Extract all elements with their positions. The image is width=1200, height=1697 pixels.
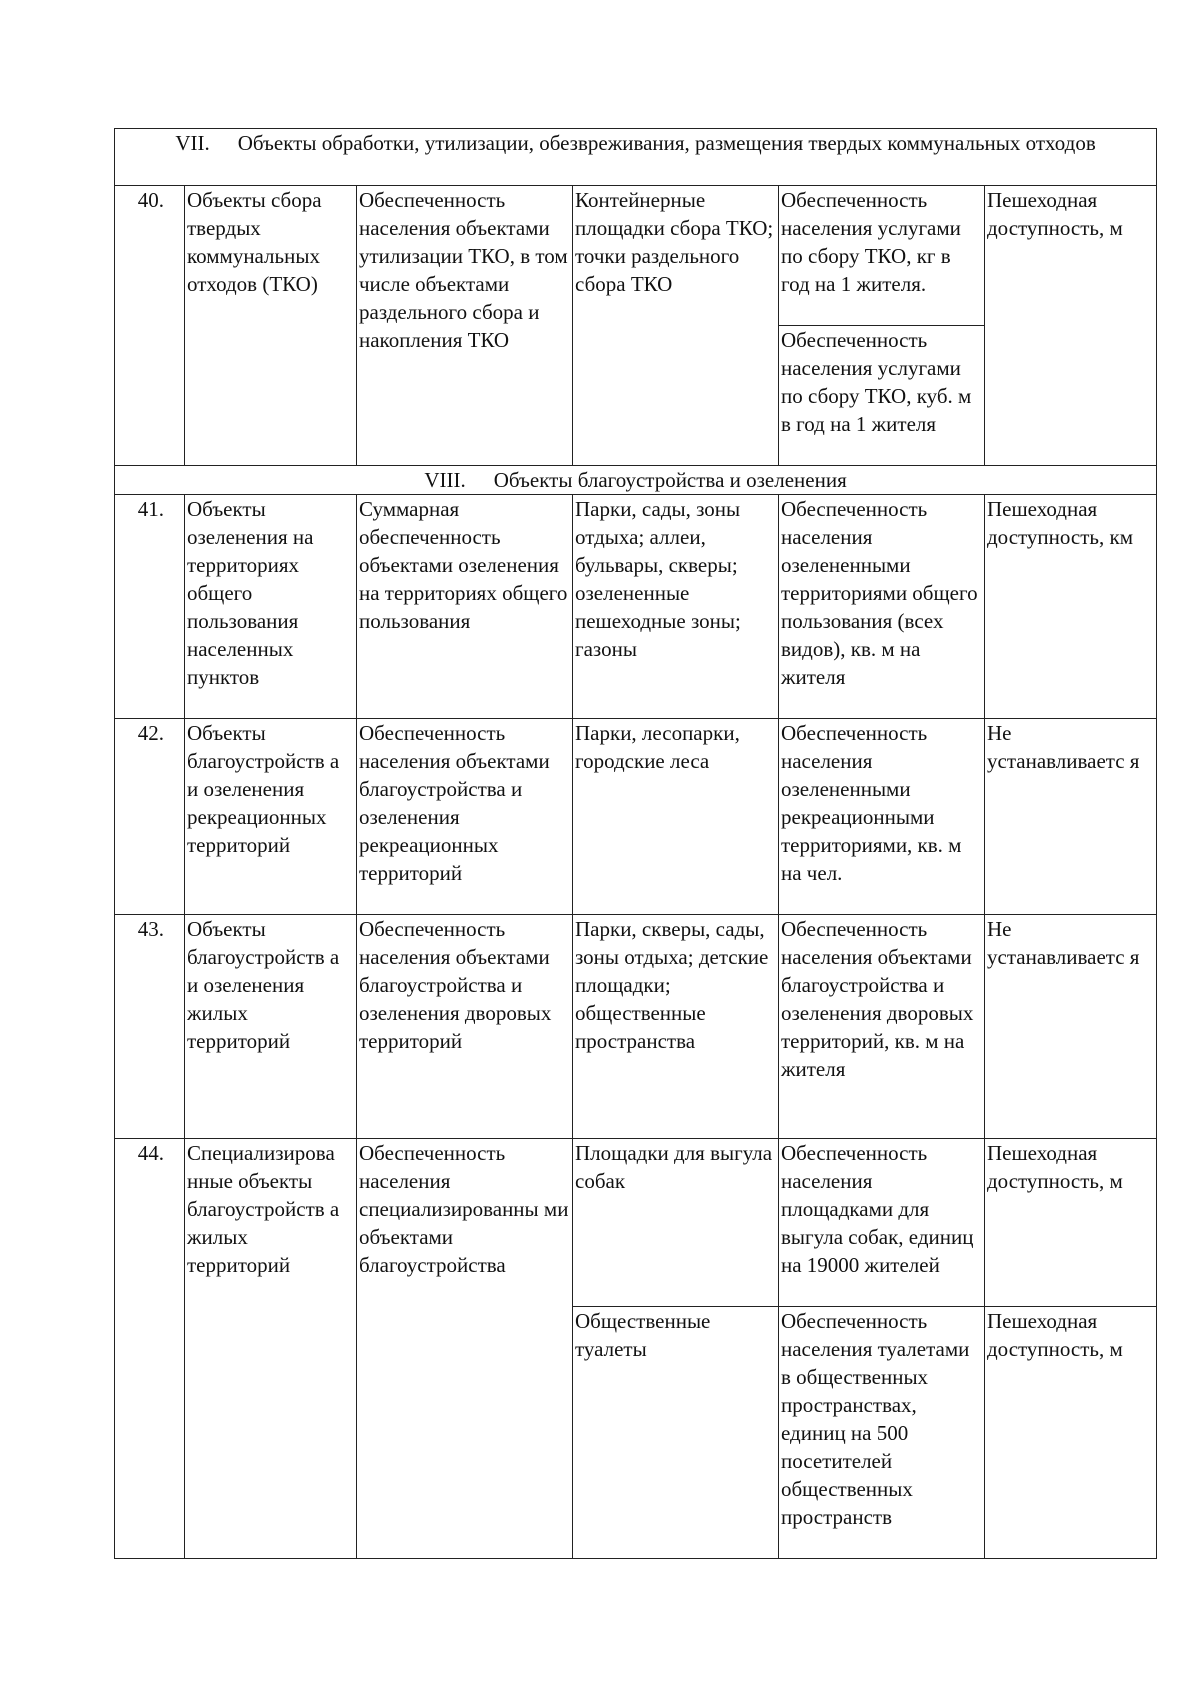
table-row <box>115 186 1157 326</box>
indicator-cell: Обеспеченность населения объектами благоустройства и озеленения дворовых территорий <box>357 915 573 1139</box>
object-cell: Объекты сбора твердых коммунальных отходов (ТКО) <box>185 186 357 466</box>
types-cell: Парки, лесопарки, городские леса <box>573 719 779 915</box>
access-cell: Пешеходная доступность, м <box>985 1307 1157 1559</box>
object-cell: Специализирова нные объекты благоустройств а жилых территорий <box>185 1139 357 1559</box>
norm-cell: Обеспеченность населения услугами по сбору ТКО, кг в год на 1 жителя. <box>779 186 985 326</box>
access-cell: Пешеходная доступность, км <box>985 495 1157 719</box>
table-row <box>115 719 1157 915</box>
row-number: 40. <box>115 186 185 466</box>
indicator-cell: Обеспеченность населения специализированны ми объектами благоустройства <box>357 1139 573 1559</box>
access-cell: Пешеходная доступность, м <box>985 186 1157 466</box>
norm-cell: Обеспеченность населения озелененными территориями общего пользования (всех видов), кв. м на жителя <box>779 495 985 719</box>
section-header-vii <box>115 129 1157 186</box>
row-number: 43. <box>115 915 185 1139</box>
section-title: Объекты благоустройства и озеленения <box>493 468 847 492</box>
document-page <box>114 128 1157 1559</box>
object-cell: Объекты благоустройств а и озеленения рекреационных территорий <box>185 719 357 915</box>
table-row <box>115 915 1157 1139</box>
row-number: 44. <box>115 1139 185 1559</box>
row-number: 41. <box>115 495 185 719</box>
section-header-viii <box>115 466 1157 495</box>
access-cell: Пешеходная доступность, м <box>985 1139 1157 1307</box>
norm-cell: Обеспеченность населения объектами благоустройства и озеленения дворовых территорий, кв. м на жителя <box>779 915 985 1139</box>
section-title-cell <box>115 466 1157 495</box>
norm-cell: Обеспеченность населения туалетами в общественных пространствах, единиц на 500 посетителей общественных пространств <box>779 1307 985 1559</box>
table-row <box>115 495 1157 719</box>
section-title-cell <box>115 129 1157 186</box>
object-cell: Объекты благоустройств а и озеленения жилых территорий <box>185 915 357 1139</box>
access-cell: Не устанавливаетс я <box>985 719 1157 915</box>
norms-table <box>114 128 1157 1559</box>
row-number: 42. <box>115 719 185 915</box>
types-cell: Парки, сады, зоны отдыха; аллеи, бульвары, скверы; озелененные пешеходные зоны; газоны <box>573 495 779 719</box>
access-cell: Не устанавливаетс я <box>985 915 1157 1139</box>
indicator-cell: Суммарная обеспеченность объектами озеленения на территориях общего пользования <box>357 495 573 719</box>
norm-cell: Обеспеченность населения озелененными рекреационными территориями, кв. м на чел. <box>779 719 985 915</box>
object-cell: Объекты озеленения на территориях общего пользования населенных пунктов <box>185 495 357 719</box>
section-number: VII. <box>175 131 210 155</box>
norm-cell: Обеспеченность населения площадками для выгула собак, единиц на 19000 жителей <box>779 1139 985 1307</box>
norm-cell: Обеспеченность населения услугами по сбору ТКО, куб. м в год на 1 жителя <box>779 326 985 466</box>
types-cell: Парки, скверы, сады, зоны отдыха; детские площадки; общественные пространства <box>573 915 779 1139</box>
section-title: Объекты обработки, утилизации, обезвреживания, размещения твердых коммунальных отходов <box>237 131 1096 155</box>
section-number: VIII. <box>424 468 466 492</box>
types-cell: Общественные туалеты <box>573 1307 779 1559</box>
indicator-cell: Обеспеченность населения объектами благоустройства и озеленения рекреационных территорий <box>357 719 573 915</box>
types-cell: Площадки для выгула собак <box>573 1139 779 1307</box>
table-row <box>115 1139 1157 1307</box>
types-cell: Контейнерные площадки сбора ТКО; точки раздельного сбора ТКО <box>573 186 779 466</box>
indicator-cell: Обеспеченность населения объектами утилизации ТКО, в том числе объектами раздельного сбора и накопления ТКО <box>357 186 573 466</box>
